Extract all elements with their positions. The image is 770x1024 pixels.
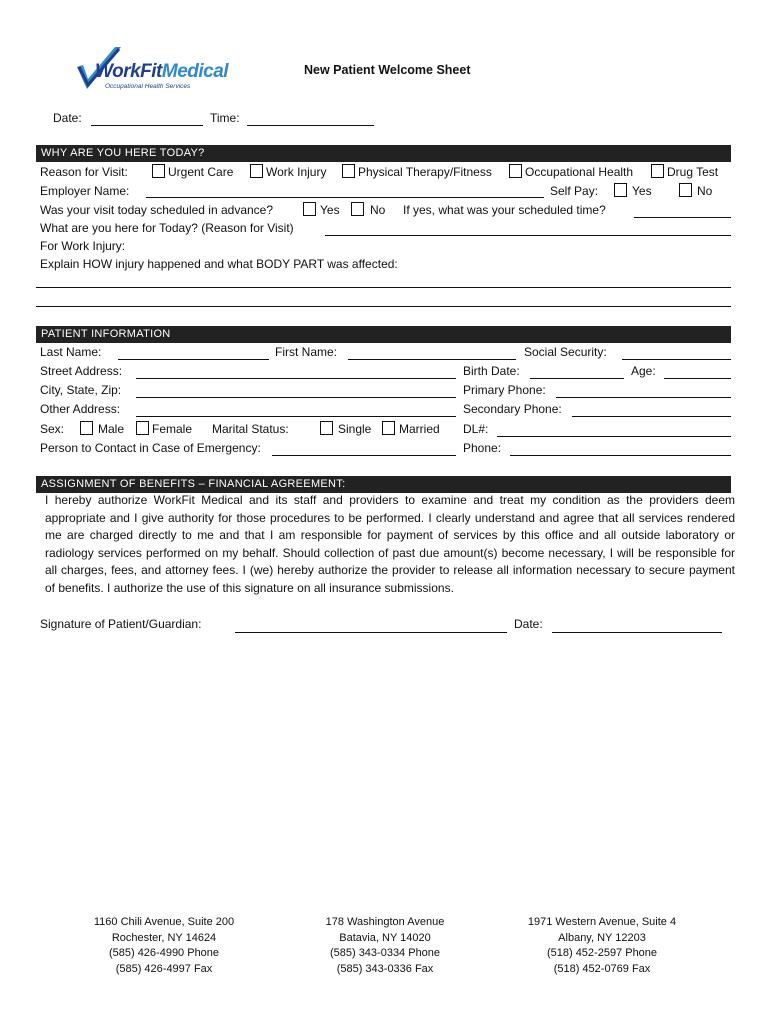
ssn-field[interactable] (622, 359, 731, 360)
ssn-label: Social Security: (524, 345, 607, 359)
address-line: 1971 Western Avenue, Suite 4 (527, 916, 677, 928)
time-label: Time: (210, 111, 240, 125)
occupational-health-label: Occupational Health (525, 165, 634, 179)
reason-today-field[interactable] (325, 235, 731, 236)
reason-today-label: What are you here for Today? (Reason for Visit) (40, 221, 294, 235)
scheduled-no-checkbox[interactable] (351, 202, 364, 216)
self-pay-no-label: No (697, 184, 713, 198)
urgent-care-label: Urgent Care (168, 165, 234, 179)
work-injury-label: Work Injury (266, 165, 327, 179)
injury-description-field-2[interactable] (36, 306, 731, 307)
logo-brand-medical: Medical (161, 61, 229, 82)
female-label: Female (152, 422, 193, 436)
assignment-agreement-text: I hereby authorize WorkFit Medical and its staff and providers to examine and treat my condition as the providers deem appropriate and I give authority for those procedures to be performed. I clearly understand and agree that all services rendered me are charged directly to me and that I am responsible for payment of services by this office and all outside laboratory or radiology services performed on my behalf. Should collection of past due amount(s) become necessary, I will be responsible for all charges, fees, and attorney fees. I (we) hereby authorize the provider to release all information necessary to secure payment of benefits. I authorize the use of this signature on all insurance submissions. (45, 493, 735, 595)
primary-phone-field[interactable] (556, 397, 731, 398)
date-label: Date: (53, 111, 82, 125)
address-city: Albany, NY 12203 (558, 931, 646, 944)
single-checkbox[interactable] (320, 421, 333, 435)
batavia-address (295, 915, 475, 977)
reason-label: Reason for Visit: (40, 165, 128, 179)
time-field[interactable] (247, 125, 374, 126)
self-pay-no-checkbox[interactable] (679, 183, 692, 197)
first-name-field[interactable] (348, 359, 516, 360)
scheduled-yes-checkbox[interactable] (303, 202, 316, 216)
workfit-medical-logo (75, 45, 245, 95)
marital-status-label: Marital Status: (212, 422, 289, 436)
rochester-address (74, 915, 254, 977)
dl-label: DL#: (463, 422, 489, 436)
occupational-health-checkbox[interactable] (509, 164, 522, 178)
first-name-label: First Name: (275, 345, 338, 359)
male-checkbox[interactable] (80, 421, 93, 435)
drug-test-label: Drug Test (667, 165, 719, 179)
employer-label: Employer Name: (40, 184, 130, 198)
address-phone: (585) 343-0334 Phone (329, 947, 441, 959)
secondary-phone-field[interactable] (572, 416, 731, 417)
single-label: Single (338, 422, 372, 436)
signature-label: Signature of Patient/Guardian: (40, 617, 202, 631)
self-pay-yes-checkbox[interactable] (614, 183, 627, 197)
employer-field[interactable] (146, 197, 544, 198)
logo-tagline: Occupational Health Services (105, 83, 191, 90)
birth-date-label: Birth Date: (463, 364, 520, 378)
emergency-contact-label: Person to Contact in Case of Emergency: (40, 441, 261, 455)
work-injury-section-label: For Work Injury: (40, 239, 126, 253)
work-injury-checkbox[interactable] (250, 164, 263, 178)
male-label: Male (98, 422, 125, 436)
female-checkbox[interactable] (136, 421, 149, 435)
drug-test-checkbox[interactable] (651, 164, 664, 178)
emergency-phone-field[interactable] (510, 455, 731, 456)
signature-date-field[interactable] (552, 632, 722, 633)
patient-info-section-header: PATIENT INFORMATION (36, 326, 731, 343)
last-name-field[interactable] (118, 359, 269, 360)
other-address-field[interactable] (136, 416, 456, 417)
scheduled-time-field[interactable] (634, 217, 731, 218)
explain-injury-label: Explain HOW injury happened and what BODY PART was affected: (40, 257, 398, 271)
address-line: 178 Washington Avenue (325, 916, 445, 928)
emergency-phone-label: Phone: (463, 441, 502, 455)
signature-field[interactable] (235, 632, 507, 633)
street-address-field[interactable] (136, 378, 456, 379)
if-yes-label: If yes, what was your scheduled time? (403, 203, 606, 217)
address-fax: (585) 343-0336 Fax (336, 962, 434, 975)
self-pay-label: Self Pay: (550, 184, 599, 198)
injury-description-field-1[interactable] (36, 287, 731, 288)
married-label: Married (399, 422, 440, 436)
logo-brand-work: WorkFit (95, 61, 162, 82)
city-state-zip-label: City, State, Zip: (40, 383, 122, 397)
scheduled-no-label: No (370, 203, 386, 217)
address-phone: (585) 426-4990 Phone (108, 947, 220, 959)
emergency-contact-field[interactable] (272, 455, 456, 456)
primary-phone-label: Primary Phone: (463, 383, 546, 397)
married-checkbox[interactable] (382, 421, 395, 435)
physical-therapy-checkbox[interactable] (342, 164, 355, 178)
self-pay-yes-label: Yes (632, 184, 652, 198)
physical-therapy-label: Physical Therapy/Fitness (358, 165, 492, 179)
city-state-zip-field[interactable] (136, 397, 456, 398)
age-field[interactable] (664, 378, 731, 379)
other-address-label: Other Address: (40, 402, 121, 416)
address-city: Rochester, NY 14624 (111, 931, 217, 944)
urgent-care-checkbox[interactable] (152, 164, 165, 178)
page-title: New Patient Welcome Sheet (304, 63, 471, 77)
birth-date-field[interactable] (530, 378, 624, 379)
address-phone: (518) 452-2597 Phone (546, 947, 658, 959)
scheduled-yes-label: Yes (320, 203, 340, 217)
why-section-header: WHY ARE YOU HERE TODAY? (36, 145, 731, 162)
last-name-label: Last Name: (40, 345, 102, 359)
address-city: Batavia, NY 14020 (339, 931, 431, 944)
age-label: Age: (631, 364, 656, 378)
assignment-section-header: ASSIGNMENT OF BENEFITS – FINANCIAL AGREEMENT: (36, 476, 731, 493)
scheduled-label: Was your visit today scheduled in advance? (40, 203, 274, 217)
secondary-phone-label: Secondary Phone: (463, 402, 562, 416)
dl-field[interactable] (497, 436, 731, 437)
albany-address (512, 915, 692, 977)
sex-label: Sex: (40, 422, 65, 436)
signature-date-label: Date: (514, 617, 543, 631)
date-field[interactable] (91, 125, 203, 126)
address-fax: (585) 426-4997 Fax (115, 962, 213, 975)
street-address-label: Street Address: (40, 364, 123, 378)
address-line: 1160 Chili Avenue, Suite 200 (93, 916, 235, 928)
address-fax: (518) 452-0769 Fax (553, 962, 651, 975)
